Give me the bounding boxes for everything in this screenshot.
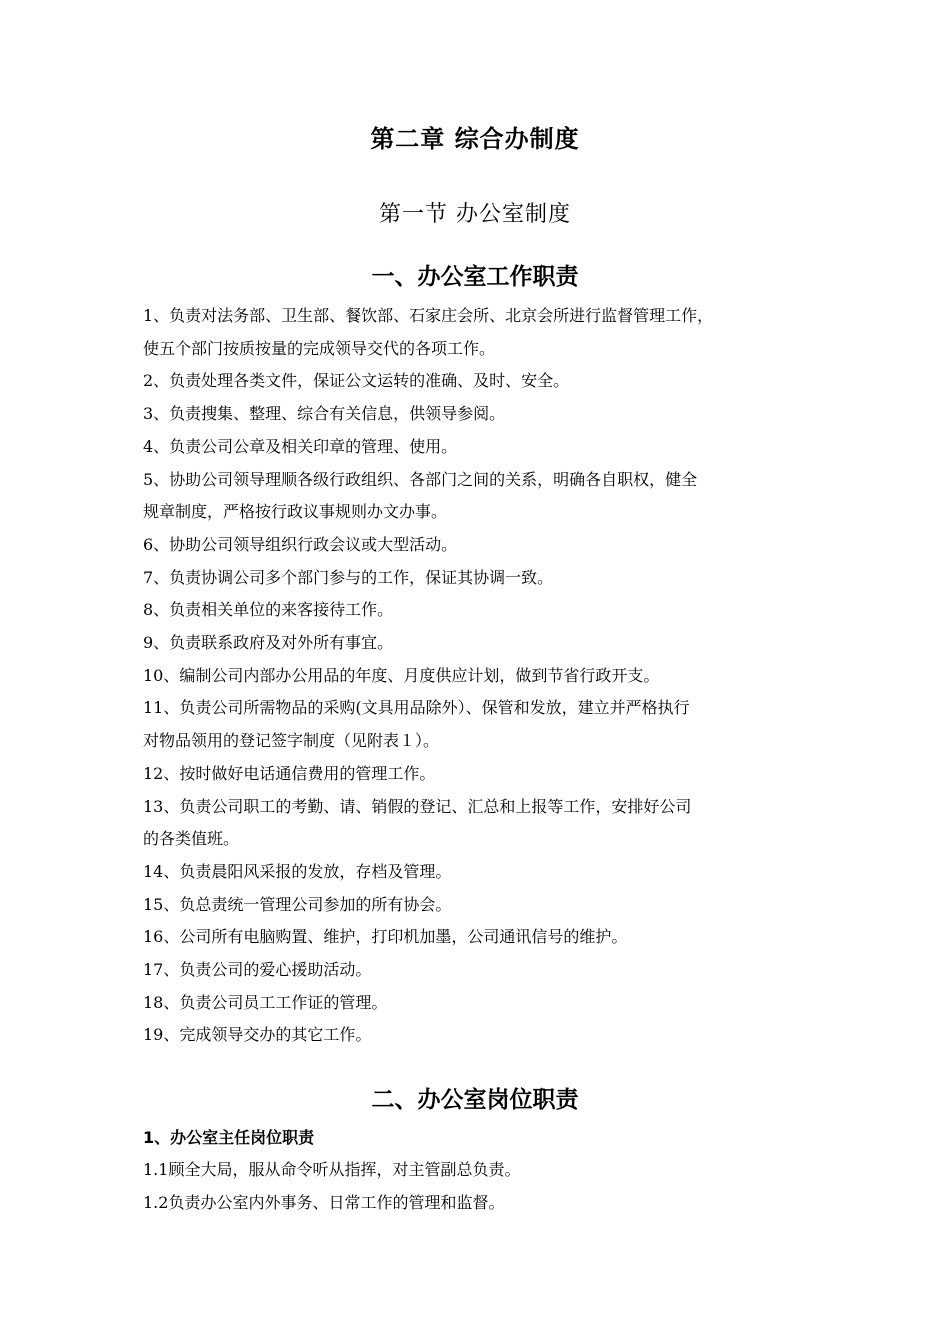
- duty-line: 8、负责相关单位的来客接待工作。: [143, 600, 394, 620]
- duty-line: 7、负责协调公司多个部门参与的工作，保证其协调一致。: [143, 567, 554, 587]
- duty-line: 1、负责对法务部、卫生部、餐饮部、石家庄会所、北京会所进行监督管理工作，: [143, 306, 714, 325]
- duty-line: 6、协助公司领导组织行政会议或大型活动。: [143, 534, 458, 554]
- duty-line: 规章制度，严格按行政议事规则办文办事。: [143, 502, 448, 522]
- post-duty-list: [143, 1154, 823, 1219]
- chapter-title: 第二章 综合办制度: [370, 125, 580, 153]
- post-subtitle: 1、办公室主任岗位职责: [143, 1128, 315, 1147]
- duty-line: 15、负总责统一管理公司参加的所有协会。: [143, 894, 452, 914]
- duty-line: 9、负责联系政府及对外所有事宜。: [143, 633, 394, 653]
- duty-line: 13、负责公司职工的考勤、请、销假的登记、汇总和上报等工作，安排好公司: [143, 796, 692, 816]
- heading-office-duties: 一、办公室工作职责: [371, 264, 579, 290]
- post-duty-line: 1.1顾全大局，服从命令听从指挥，对主管副总负责。: [143, 1160, 521, 1179]
- duty-line: 使五个部门按质按量的完成领导交代的各项工作。: [143, 338, 496, 358]
- duty-line: 10、编制公司内部办公用品的年度、月度供应计划，做到节省行政开支。: [143, 665, 660, 685]
- duty-line: 17、负责公司的爱心援助活动。: [143, 960, 372, 980]
- duty-line: 11、负责公司所需物品的采购(文具用品除外）、保管和发放，建立并严格执行: [143, 698, 690, 718]
- duty-list: [143, 300, 823, 1052]
- duty-line: 14、负责晨阳风采报的发放，存档及管理。: [143, 861, 452, 881]
- duty-line: 对物品领用的登记签字制度（见附表１）。: [143, 731, 440, 751]
- duty-line: 3、负责搜集、整理、综合有关信息，供领导参阅。: [143, 404, 506, 424]
- duty-line: 5、协助公司领导理顺各级行政组织、各部门之间的关系，明确各自职权，健全: [143, 469, 698, 489]
- duty-line: 18、负责公司员工工作证的管理。: [143, 992, 388, 1012]
- duty-line: 12、按时做好电话通信费用的管理工作。: [143, 763, 436, 783]
- section-title: 第一节 办公室制度: [379, 202, 571, 227]
- duty-line: 4、负责公司公章及相关印章的管理、使用。: [143, 436, 458, 456]
- duty-line: 的各类值班。: [143, 829, 240, 849]
- duty-line: 16、公司所有电脑购置、维护，打印机加墨，公司通讯信号的维护。: [143, 927, 628, 947]
- post-duty-line: 1.2负责办公室内外事务、日常工作的管理和监督。: [143, 1192, 505, 1212]
- duty-line: 19、完成领导交办的其它工作。: [143, 1025, 372, 1045]
- heading-office-posts: 二、办公室岗位职责: [371, 1087, 579, 1113]
- duty-line: 2、负责处理各类文件，保证公文运转的准确、及时、安全。: [143, 371, 570, 391]
